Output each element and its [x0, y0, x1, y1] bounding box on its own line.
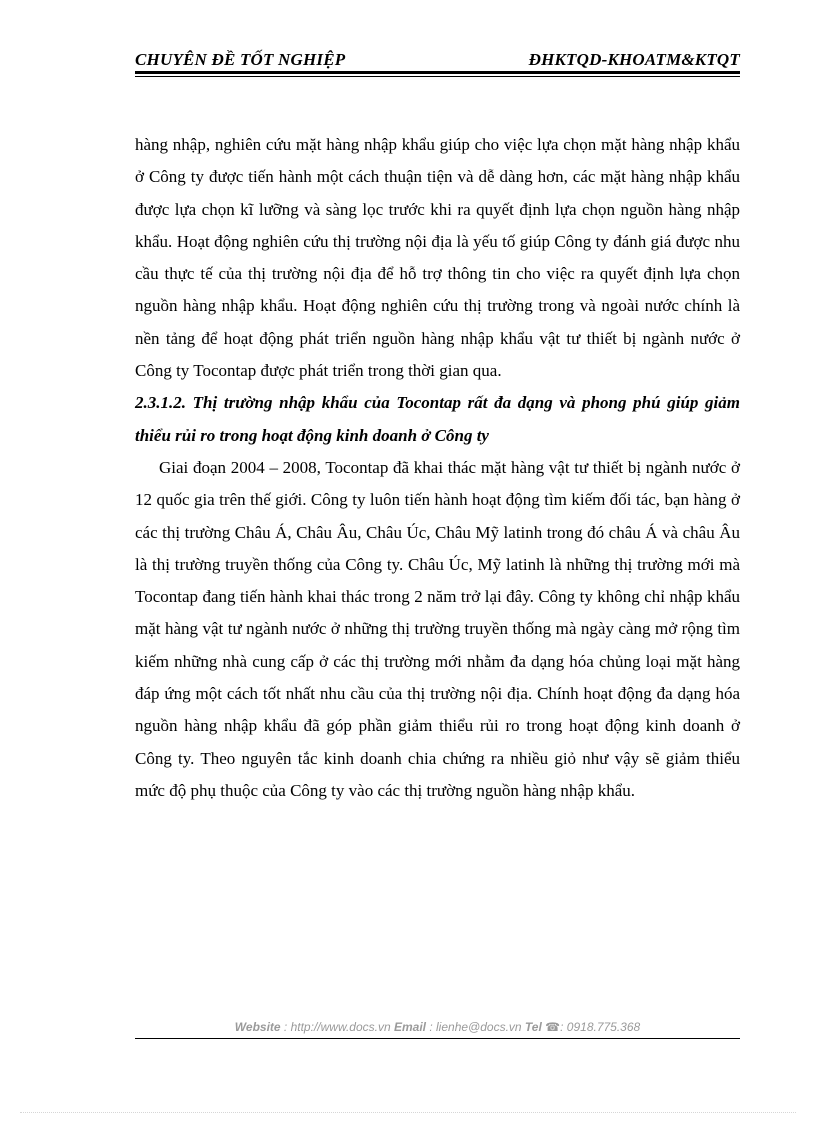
header-title-left: CHUYÊN ĐỀ TỐT NGHIỆP [135, 50, 346, 69]
header-title-right: ĐHKTQD-KHOATM&KTQT [528, 50, 740, 69]
footer-tel-value: : 0918.775.368 [560, 1020, 641, 1034]
page-footer [135, 1020, 740, 1034]
header-rule-thin [135, 76, 740, 77]
footer-email-label: Email [393, 1020, 426, 1034]
section-heading: 2.3.1.2. Thị trường nhập khẩu của Tocontap rất đa dạng và phong phú giúp giảm thiểu rủi ro trong hoạt động kinh doanh ở Công ty [135, 393, 740, 445]
page-bottom-dotted-border [20, 1112, 796, 1113]
body-paragraph-1: hàng nhập, nghiên cứu mặt hàng nhập khẩu giúp cho việc lựa chọn mặt hàng nhập khẩu ở Công ty được tiến hành một cách thuận tiện và dễ dàng hơn, các mặt hàng nhập khẩu được lựa chọn kĩ lưỡng và sàng lọc trước khi ra quyết định lựa chọn nguồn hàng nhập khẩu. Hoạt động nghiên cứu thị trường nội địa là yếu tố giúp Công ty đánh giá được nhu cầu thực tế của thị trường nội địa để hỗ trợ thông tin cho việc ra quyết định lựa chọn nguồn hàng nhập khẩu. Hoạt động nghiên cứu thị trường trong và ngoài nước chính là nền tảng để hoạt động phát triển nguồn hàng nhập khẩu vật tư thiết bị ngành nước ở Công ty Tocontap được phát triển trong thời gian qua. [135, 135, 740, 381]
page-body [135, 129, 740, 807]
footer-tel-label: Tel [524, 1020, 542, 1034]
body-paragraph-2: Giai đoạn 2004 – 2008, Tocontap đã khai thác mặt hàng vật tư thiết bị ngành nước ở 12 quốc gia trên thế giới. Công ty luôn tiến hành hoạt động tìm kiếm đối tác, bạn hàng ở các thị trường Châu Á, Châu Âu, Châu Úc, Châu Mỹ latinh trong đó châu Á và châu Âu là thị trường truyền thống của Công ty. Châu Úc, Mỹ latinh là những thị trường mới mà Tocontap đang tiến hành khai thác trong 2 năm trở lại đây. Công ty không chỉ nhập khẩu mặt hàng vật tư ngành nước ở những thị trường truyền thống mà ngày càng mở rộng tìm kiếm những nhà cung cấp ở các thị trường mới nhằm đa dạng hóa chủng loại mặt hàng đáp ứng một cách tốt nhất nhu cầu của thị trường nội địa. Chính hoạt động đa dạng hóa nguồn hàng nhập khẩu đã góp phần giảm thiểu rủi ro trong hoạt động kinh doanh ở Công ty. Theo nguyên tắc kinh doanh chia chứng ra nhiều giỏ như vậy sẽ giảm thiểu mức độ phụ thuộc của Công ty vào các thị trường nguồn hàng nhập khẩu. [135, 457, 740, 800]
page-header [135, 50, 740, 70]
header-rule-thick [135, 71, 740, 74]
footer-rule [135, 1038, 740, 1039]
phone-icon: ☎ [545, 1020, 561, 1034]
footer-website-label: Website [234, 1020, 281, 1034]
footer-email-link[interactable]: : lienhe@docs.vn [429, 1020, 522, 1034]
footer-website-link[interactable]: : http://www.docs.vn [283, 1020, 391, 1034]
